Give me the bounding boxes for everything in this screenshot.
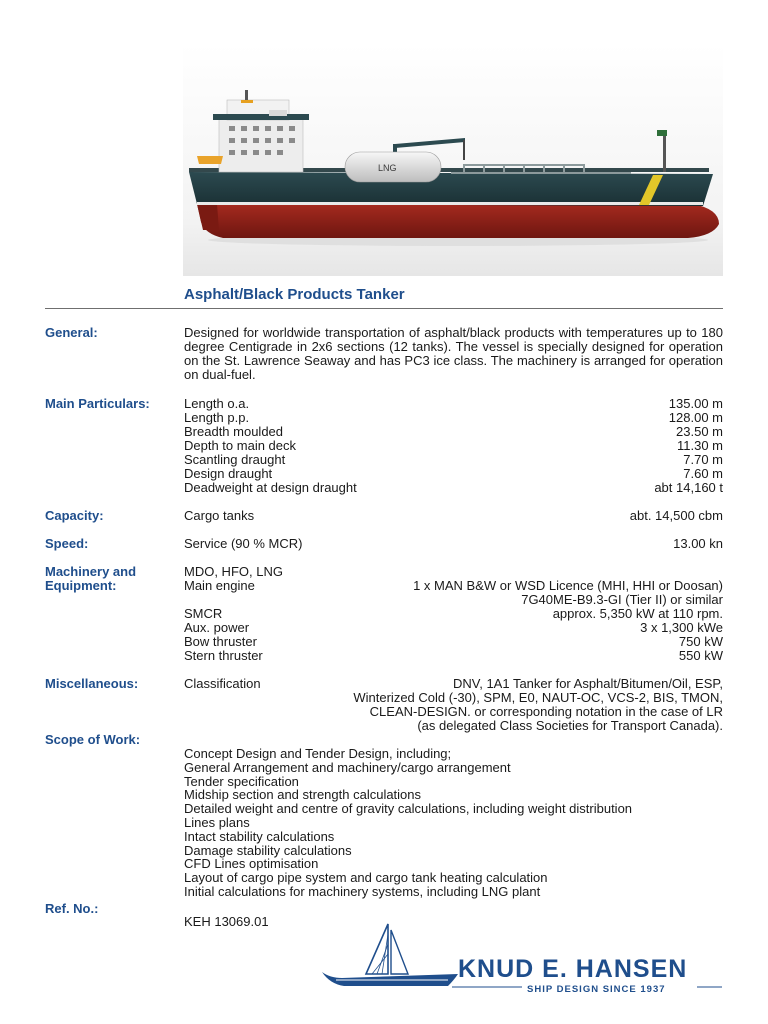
machinery-key: Aux. power — [184, 620, 250, 635]
particular-value: 135.00 m — [668, 396, 723, 411]
classification-value: Winterized Cold (-30), SPM, E0, NAUT-OC, VCS-2, BIS, TMON, — [353, 690, 723, 705]
machinery-key: Stern thruster — [184, 648, 263, 663]
main-engine-key: Main engine — [184, 578, 255, 593]
speed-value: 13.00 kn — [673, 536, 723, 551]
particular-value: 7.70 m — [683, 452, 723, 467]
particular-value: abt 14,160 t — [654, 480, 723, 495]
machinery-value: 550 kW — [678, 648, 723, 663]
particular-value: 11.30 m — [676, 438, 723, 453]
equipment-label: Equipment: — [45, 578, 117, 593]
scope-item: CFD Lines optimisation — [184, 856, 319, 872]
scope-item: Damage stability calculations — [184, 842, 352, 858]
particular-value: 128.00 m — [668, 410, 723, 425]
particular-value: 7.60 m — [683, 466, 723, 481]
scope-item: Tender specification — [184, 773, 299, 789]
particular-row — [184, 425, 723, 439]
machinery-row — [184, 607, 723, 621]
classification-value: (as delegated Class Societies for Transport Canada). — [417, 718, 723, 733]
machinery-row — [184, 649, 723, 663]
classification-key: Classification — [184, 676, 261, 691]
speed-row — [184, 537, 723, 551]
particular-row — [184, 481, 723, 495]
ship-image — [183, 44, 723, 276]
scope-item: Intact stability calculations — [184, 828, 335, 844]
scope-list — [184, 747, 632, 899]
particular-key: Length p.p. — [184, 410, 250, 425]
speed-label: Speed: — [45, 536, 89, 551]
machinery-key: SMCR — [184, 606, 223, 621]
brand-name: KNUD E. HANSEN — [458, 955, 688, 983]
machinery-value: approx. 5,350 kW at 110 rpm. — [552, 606, 723, 621]
sail-icon — [366, 924, 388, 974]
machinery-row — [184, 621, 723, 635]
scope-label: Scope of Work: — [45, 732, 141, 747]
scope-item: Midship section and strength calculations — [184, 787, 422, 803]
general-text: Designed for worldwide transportation of asphalt/black products with temperatures up to 180 degree Centigrade in 2x6 sections (12 tanks). The vessel is specially designed for operation on the St. Lawrence Seaway and has PC3 ice class. The machinery is arranged for operation on dual-fuel. — [184, 325, 723, 382]
main-particulars-label: Main Particulars: — [45, 396, 150, 411]
machinery-value: 750 kW — [678, 634, 723, 649]
main-engine-value: 7G40ME-B9.3-GI (Tier II) or similar — [521, 592, 723, 607]
misc-label: Miscellaneous: — [45, 676, 139, 691]
scope-item: Layout of cargo pipe system and cargo tank heating calculation — [184, 870, 548, 886]
scope-item: Concept Design and Tender Design, including; — [184, 746, 452, 761]
scope-item: Lines plans — [184, 814, 250, 830]
particular-key: Depth to main deck — [184, 438, 297, 453]
machinery-label: Machinery and — [45, 564, 137, 579]
ref-value: KEH 13069.01 — [184, 914, 269, 929]
scope-item: Initial calculations for machinery systems, including LNG plant — [184, 883, 541, 899]
scope-item: General Arrangement and machinery/cargo arrangement — [184, 759, 511, 775]
speed-key: Service (90 % MCR) — [184, 536, 303, 551]
title-divider — [45, 308, 723, 309]
fuel-types: MDO, HFO, LNG — [184, 564, 283, 579]
machinery-row — [184, 635, 723, 649]
main-engine-value: 1 x MAN B&W or WSD Licence (MHI, HHI or Doosan) — [413, 578, 723, 593]
particular-row — [184, 397, 723, 411]
machinery-key: Bow thruster — [184, 634, 257, 649]
capacity-value: abt. 14,500 cbm — [629, 508, 723, 523]
particular-key: Length o.a. — [184, 396, 250, 411]
page-title: Asphalt/Black Products Tanker — [184, 286, 405, 303]
particular-key: Scantling draught — [184, 452, 286, 467]
capacity-key: Cargo tanks — [184, 508, 255, 523]
particular-row — [184, 411, 723, 425]
particular-key: Breadth moulded — [184, 424, 284, 439]
ref-label: Ref. No.: — [45, 901, 99, 916]
particular-row — [184, 467, 723, 481]
capacity-row — [184, 509, 723, 523]
classification-value: CLEAN-DESIGN. or corresponding notation in the case of LR — [369, 704, 723, 719]
particular-value: 23.50 m — [676, 424, 723, 439]
particular-row — [184, 439, 723, 453]
capacity-label: Capacity: — [45, 508, 104, 523]
particular-row — [184, 453, 723, 467]
hull-icon — [322, 972, 458, 986]
general-label: General: — [45, 325, 98, 340]
lng-tank-label: LNG — [378, 163, 397, 173]
particular-key: Deadweight at design draught — [184, 480, 357, 495]
machinery-value: 3 x 1,300 kWe — [640, 620, 723, 635]
scope-item: Detailed weight and centre of gravity calculations, including weight distribution — [184, 801, 633, 817]
particular-key: Design draught — [184, 466, 273, 481]
classification-value: DNV, 1A1 Tanker for Asphalt/Bitumen/Oil, ESP, — [452, 676, 723, 691]
brand-tagline: SHIP DESIGN SINCE 1937 — [527, 984, 666, 995]
